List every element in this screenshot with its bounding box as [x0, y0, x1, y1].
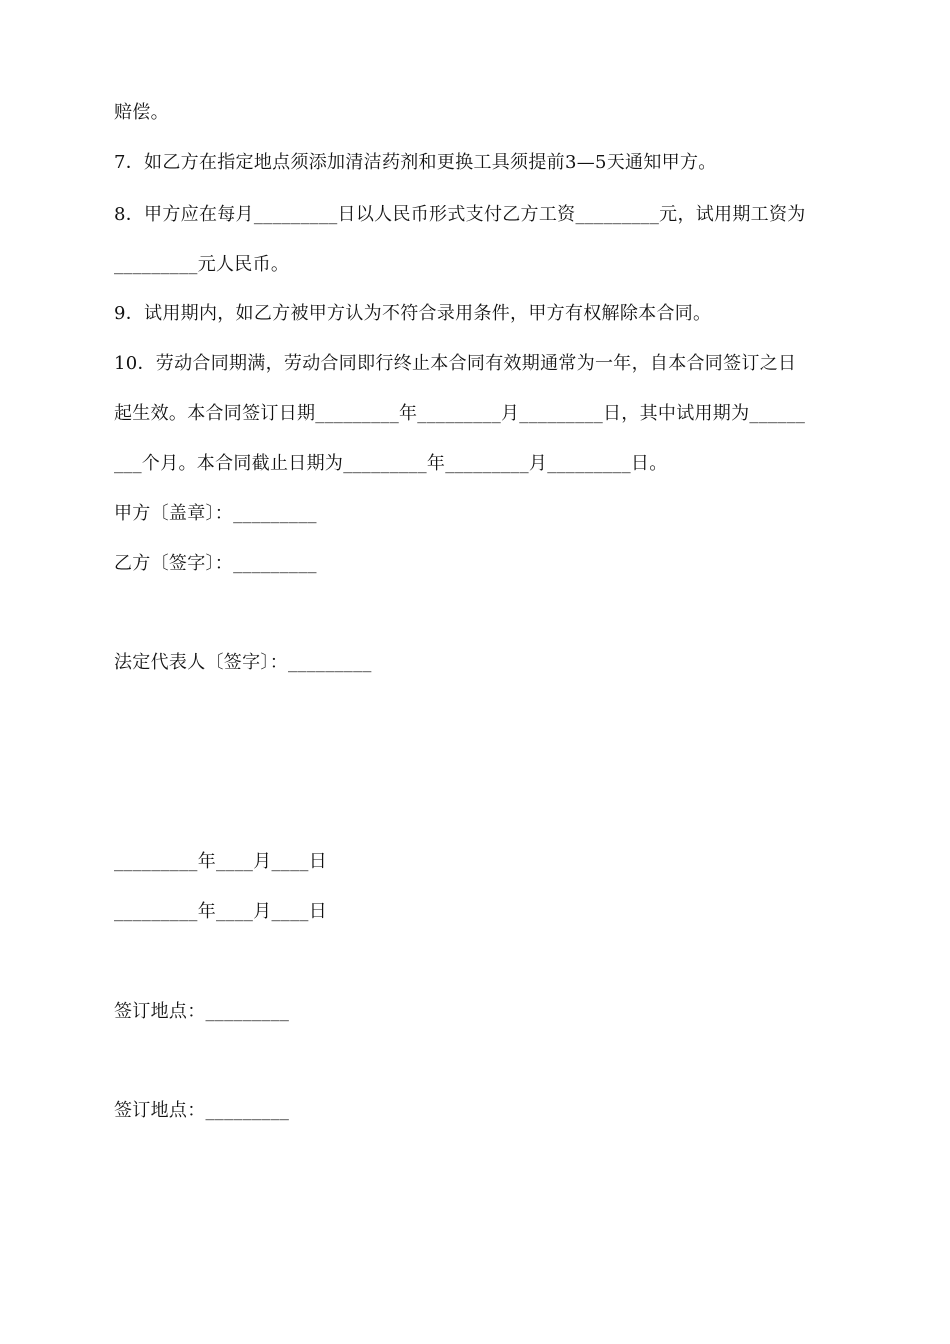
date-line-party-a: _________年____月____日 [114, 851, 327, 872]
party-b-signature-line: 乙方〔签字〕：_________ [114, 553, 317, 574]
legal-representative-signature-line: 法定代表人〔签字〕：_________ [114, 652, 372, 673]
clause-8-continued: _________元人民币。 [114, 254, 290, 275]
clause-8: 8．甲方应在每月_________日以人民币形式支付乙方工资_________元，试用期工资为 [114, 204, 806, 225]
clause-7: 7．如乙方在指定地点须添加清洁药剂和更换工具须提前3—5天通知甲方。 [114, 152, 717, 173]
clause-10-continued: 起生效。本合同签订日期_________年_________月_________日，其中试用期为______ [114, 403, 806, 424]
text-line-compensation: 赔偿。 [114, 102, 169, 123]
signing-place-line-2: 签订地点：_________ [114, 1100, 290, 1121]
clause-10-end: ___个月。本合同截止日期为_________年_________月_________日。 [114, 453, 668, 474]
signing-place-line-1: 签订地点：_________ [114, 1001, 290, 1022]
clause-10: 10．劳动合同期满，劳动合同即行终止本合同有效期通常为一年，自本合同签订之日 [114, 353, 797, 374]
date-line-party-b: _________年____月____日 [114, 901, 327, 922]
clause-9: 9．试用期内，如乙方被甲方认为不符合录用条件，甲方有权解除本合同。 [114, 303, 712, 324]
party-a-seal-line: 甲方〔盖章〕：_________ [114, 503, 317, 524]
